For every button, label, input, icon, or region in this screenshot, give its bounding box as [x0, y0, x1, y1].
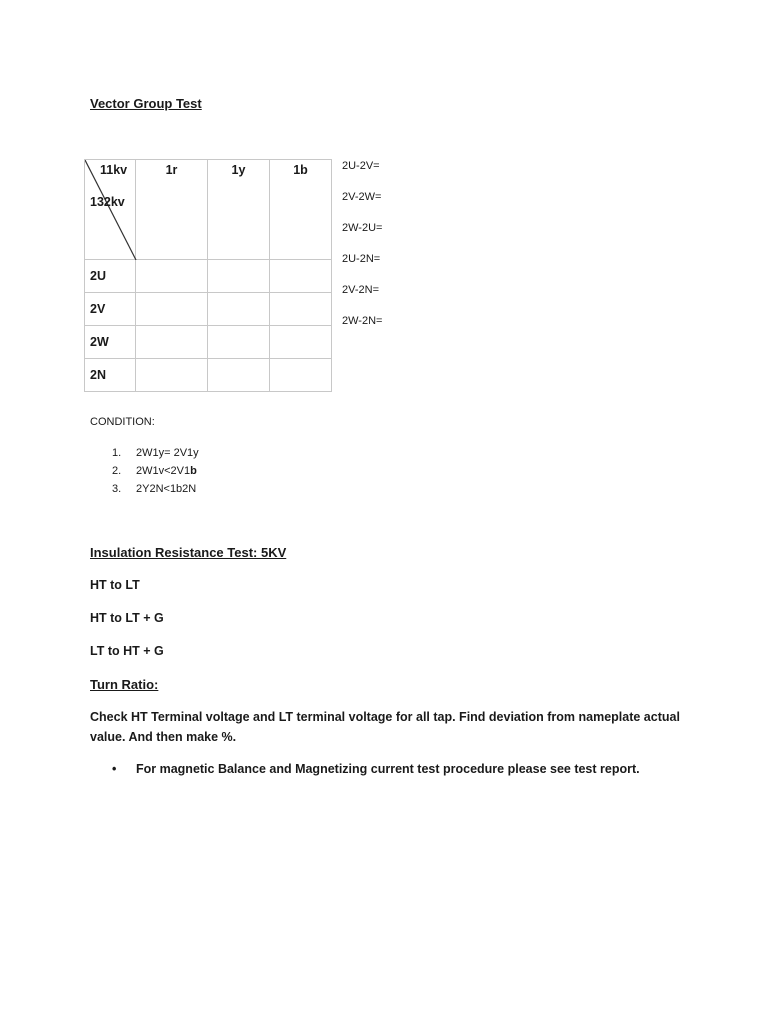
column-header-1r: [136, 160, 208, 260]
table-cell: [270, 293, 332, 326]
table-cell: [136, 260, 208, 293]
table-cell: [270, 359, 332, 392]
bullet-item: [112, 762, 640, 776]
table-row-2u: [85, 260, 332, 293]
row-label: 2V: [90, 302, 106, 316]
table-cell: [270, 326, 332, 359]
turn-ratio-heading: Turn Ratio:: [90, 677, 159, 692]
condition-text-bold-suffix: b: [190, 465, 197, 477]
column-header-1b: [270, 160, 332, 260]
table-cell: [208, 326, 270, 359]
insulation-item-lt-ht-g: LT to HT + G: [90, 644, 164, 658]
table-cell: [208, 359, 270, 392]
insulation-item-ht-lt: HT to LT: [90, 578, 140, 592]
table-cell: [270, 260, 332, 293]
column-header-label: 1y: [231, 163, 246, 177]
condition-text: 2W1y= 2V1y: [136, 447, 199, 459]
table-row-2n: [85, 359, 332, 392]
table-cell: [208, 260, 270, 293]
column-header-label: 1r: [165, 163, 178, 177]
corner-label-11kv: 11kv: [100, 163, 128, 177]
measurement-2w-2n: 2W-2N=: [342, 315, 383, 327]
row-label: 2W: [90, 335, 109, 349]
vector-group-heading: Vector Group Test: [90, 96, 202, 111]
row-label: 2U: [90, 269, 106, 283]
condition-number: 2.: [112, 465, 122, 477]
measurement-2v-2n: 2V-2N=: [342, 284, 379, 296]
condition-item: [112, 464, 199, 482]
condition-item: [112, 482, 199, 500]
measurement-2u-2v: 2U-2V=: [342, 160, 380, 172]
vector-group-table: [84, 159, 332, 392]
column-header-1y: [208, 160, 270, 260]
condition-item: [112, 446, 199, 464]
measurement-2v-2w: 2V-2W=: [342, 191, 382, 203]
table-row-2w: [85, 326, 332, 359]
table-cell: [136, 359, 208, 392]
table-corner-cell: [85, 160, 136, 260]
condition-list: [112, 446, 199, 500]
measurement-2w-2u: 2W-2U=: [342, 222, 383, 234]
row-header-2w: [85, 326, 136, 359]
row-header-2v: [85, 293, 136, 326]
bullet-icon: •: [112, 762, 117, 776]
table-cell: [136, 326, 208, 359]
row-label: 2N: [90, 368, 106, 382]
condition-label: CONDITION:: [90, 416, 155, 428]
insulation-item-ht-lt-g: HT to LT + G: [90, 611, 164, 625]
corner-label-132kv: 132kv: [90, 195, 125, 209]
turn-ratio-paragraph: Check HT Terminal voltage and LT terminal voltage for all tap. Find deviation from nameplate actual value. And then make %.: [90, 710, 680, 744]
table-cell: [208, 293, 270, 326]
condition-text: 2Y2N<1b2N: [136, 483, 197, 495]
table-row-2v: [85, 293, 332, 326]
column-header-label: 1b: [293, 163, 308, 177]
condition-number: 1.: [112, 447, 122, 459]
row-header-2u: [85, 260, 136, 293]
condition-text: 2W1v<2V1: [136, 465, 191, 477]
row-header-2n: [85, 359, 136, 392]
table-cell: [136, 293, 208, 326]
table-header-row: [85, 160, 332, 260]
measurement-2u-2n: 2U-2N=: [342, 253, 381, 265]
bullet-text: For magnetic Balance and Magnetizing current test procedure please see test report.: [136, 762, 640, 776]
insulation-heading: Insulation Resistance Test: 5KV: [90, 545, 287, 560]
condition-number: 3.: [112, 483, 122, 495]
